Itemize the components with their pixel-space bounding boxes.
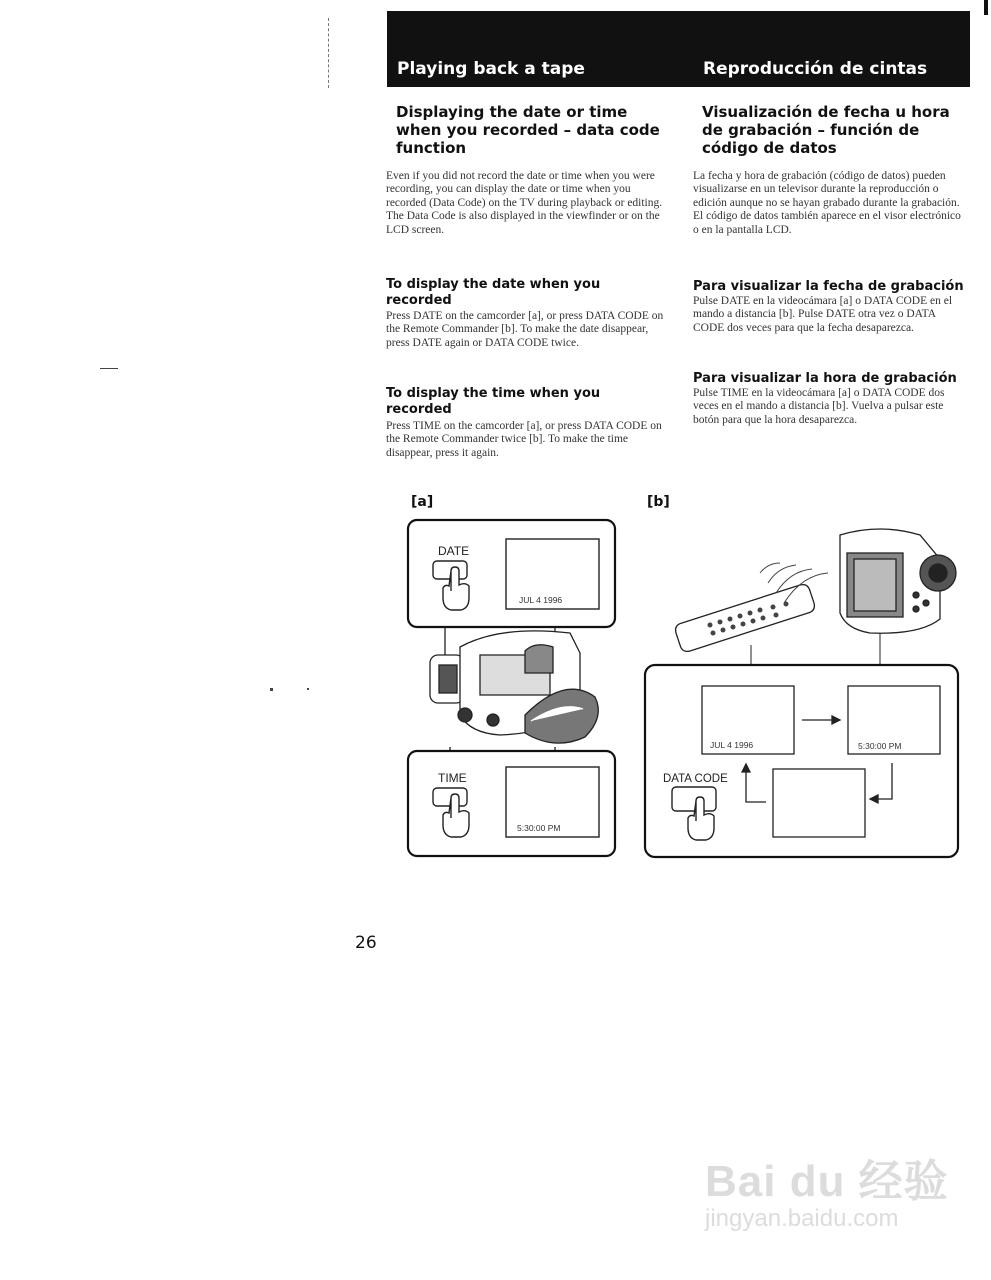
time-screen-text: 5:30:00 PM xyxy=(517,823,561,833)
watermark-logo: Bai du 经验 xyxy=(705,1157,949,1206)
blank-screen xyxy=(773,769,865,837)
sub2-title-en: To display the time when you recorded xyxy=(386,386,601,417)
header-title-en: Playing back a tape xyxy=(397,59,585,79)
header-title-es: Reproducción de cintas xyxy=(703,59,928,79)
sub2-text-en: Press TIME on the camcorder [a], or press DATA CODE on the Remote Commander twice [b]. To make the time disappear, press it again. xyxy=(386,420,662,459)
section-title-en: Displaying the date or time when you recorded – data code function xyxy=(396,103,660,157)
sub2-text-es: Pulse TIME en la videocámara [a] o DATA CODE dos veces en el mando a distancia [b]. Vuelva a pulsar este botón para que la hora desaparezca. xyxy=(693,387,945,426)
time-button-label: TIME xyxy=(438,771,467,785)
sub1-text-es: Pulse DATE en la videocámara [a] o DATA CODE en el mando a distancia [b]. Pulse DATE otra vez o DATA CODE dos veces para que la fecha desaparezca. xyxy=(693,295,953,334)
sub2-title-es: Para visualizar la hora de grabación xyxy=(693,371,957,386)
intro-es: La fecha y hora de grabación (código de datos) pueden visualizarse en un televisor durante la reproducción o edición aunque no se hayan grabado durante la grabación. El código de datos también aparece en el visor electrónico o en la pantalla LCD. xyxy=(693,170,961,236)
sub1-text-en: Press DATE on the camcorder [a], or press DATA CODE on the Remote Commander [b]. To make the date disappear, press DATE again or DATA CODE twice. xyxy=(386,310,664,349)
edge-mark xyxy=(984,0,988,15)
binding-mark xyxy=(328,18,330,88)
time-screen-text: 5:30:00 PM xyxy=(858,741,902,751)
date-button-label: DATE xyxy=(438,544,470,558)
sub1-title-en: To display the date when you recorded xyxy=(386,277,601,308)
page-number: 26 xyxy=(355,933,377,953)
watermark-url: jingyan.baidu.com xyxy=(705,1205,899,1232)
figure-a-diagram xyxy=(405,515,620,860)
section-title-es: Visualización de fecha u hora de grabación – función de código de datos xyxy=(702,103,950,157)
data-code-button-label: DATA CODE xyxy=(663,773,728,785)
figure-b-label: [b] xyxy=(647,494,670,510)
data-code-button xyxy=(672,787,716,811)
remote-commander-illustration xyxy=(676,585,815,652)
camcorder-illustration xyxy=(840,529,956,633)
sub1-title-es: Para visualizar la fecha de grabación xyxy=(693,279,964,294)
scan-mark xyxy=(307,688,309,690)
date-screen-text: JUL 4 1996 xyxy=(710,740,754,750)
scan-mark xyxy=(270,688,273,691)
figure-a-label: [a] xyxy=(411,494,434,510)
figure-b-diagram xyxy=(640,515,965,863)
scan-mark xyxy=(100,368,118,369)
intro-en: Even if you did not record the date or time when you were recording, you can display the date or time when you recorded (Data Code) on the TV during playback or editing. The Data Code is also displayed in the viewfinder or on the LCD screen. xyxy=(386,170,663,236)
header-bar xyxy=(387,11,970,87)
camcorder-illustration xyxy=(430,627,598,759)
date-screen-text: JUL 4 1996 xyxy=(519,595,563,605)
